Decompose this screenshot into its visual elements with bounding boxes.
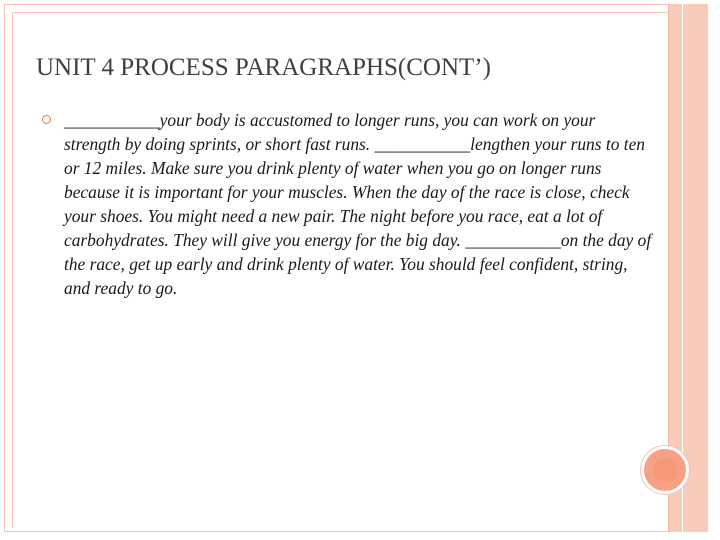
slide-title: UNIT 4 PROCESS PARAGRAPHS(CONT’) xyxy=(36,54,491,81)
decorative-circle-icon xyxy=(641,446,689,494)
body-paragraph: ___________your body is accustomed to longer runs, you can work on your strength by doing sprints, or short fast runs. ___________lengthen your runs to ten or 12 miles. Make sure you drink plenty of water when you go on longer runs because it is important for your muscles. When the day of the race is close, check your shoes. You might need a new pair. The night before you race, eat a lot of carbohydrates. They will give you energy for the big day. ___________on the day of the race, get up early and drink plenty of water. You should feel confident, string, and ready to go. xyxy=(64,110,652,298)
bullet-item xyxy=(42,108,656,300)
circle-bullet-icon xyxy=(42,115,51,124)
decorative-circle-inner xyxy=(653,458,677,482)
bullet-list xyxy=(42,108,656,300)
